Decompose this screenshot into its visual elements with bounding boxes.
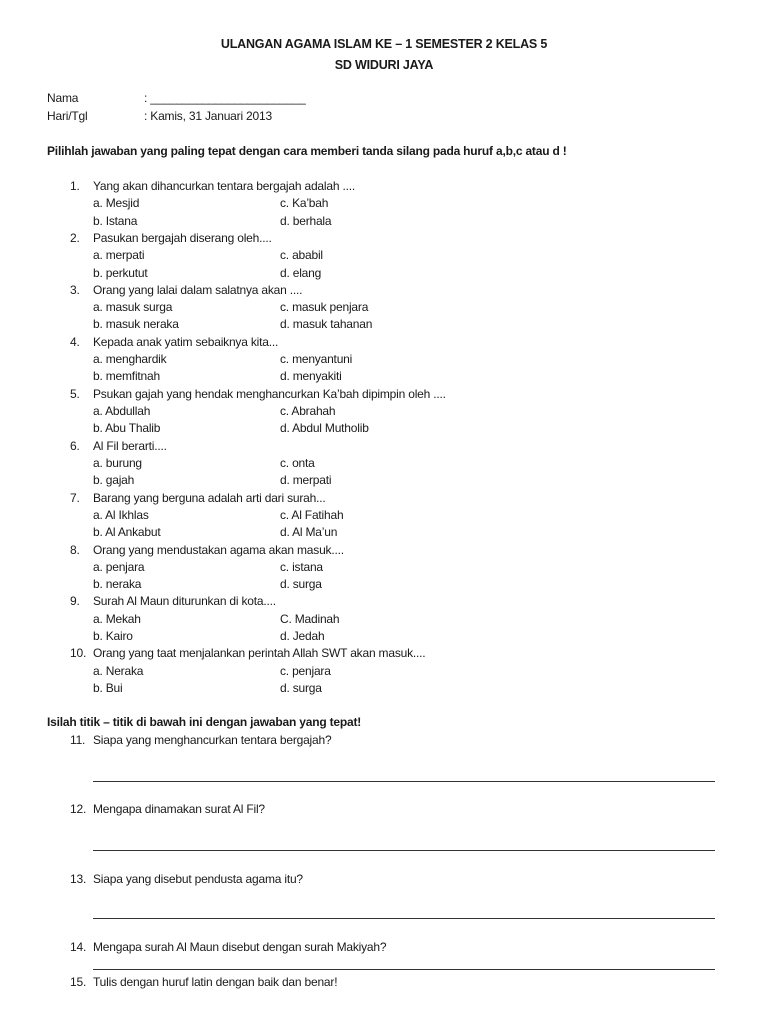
option-b[interactable]: b. perkutut xyxy=(93,265,148,280)
option-b[interactable]: b. memfitnah xyxy=(93,369,160,384)
multiple-choice-instruction: Pilihlah jawaban yang paling tepat dengan cara memberi tanda silang pada huruf a,b,c atau d ! xyxy=(47,144,567,158)
question-text: Siapa yang menghancurkan tentara bergajah? xyxy=(93,733,332,747)
question-number: 5. xyxy=(70,386,80,401)
answer-line[interactable] xyxy=(93,850,715,851)
option-b[interactable]: b. Al Ankabut xyxy=(93,525,161,540)
option-b[interactable]: b. masuk neraka xyxy=(93,317,179,332)
option-c[interactable]: C. Madinah xyxy=(280,611,340,626)
question-text: Orang yang taat menjalankan perintah Allah SWT akan masuk.... xyxy=(93,646,426,661)
option-c[interactable]: c. onta xyxy=(280,455,315,470)
essay-instruction: Isilah titik – titik di bawah ini dengan jawaban yang tepat! xyxy=(47,715,362,729)
question-text: Mengapa surah Al Maun disebut dengan surah Makiyah? xyxy=(93,940,387,954)
answer-line[interactable] xyxy=(93,969,715,970)
option-a[interactable]: a. penjara xyxy=(93,559,145,574)
question-number: 4. xyxy=(70,334,80,349)
option-d[interactable]: d. elang xyxy=(280,265,322,280)
option-c[interactable]: c. istana xyxy=(280,559,323,574)
date-label: Hari/Tgl xyxy=(47,109,88,123)
answer-line[interactable] xyxy=(93,781,715,782)
question-text: Barang yang berguna adalah arti dari surah... xyxy=(93,490,326,505)
question-text: Pasukan bergajah diserang oleh.... xyxy=(93,230,272,245)
option-c[interactable]: c. ababil xyxy=(280,248,323,263)
question-number: 12. xyxy=(70,802,87,816)
option-d[interactable]: d. menyakiti xyxy=(280,369,342,384)
option-d[interactable]: d. surga xyxy=(280,577,322,592)
option-d[interactable]: d. Abdul Mutholib xyxy=(280,421,369,436)
question-number: 13. xyxy=(70,872,87,886)
question-number: 6. xyxy=(70,438,80,453)
option-c[interactable]: c. Ka’bah xyxy=(280,196,329,211)
question-number: 3. xyxy=(70,282,80,297)
question-number: 7. xyxy=(70,490,80,505)
option-a[interactable]: a. Neraka xyxy=(93,663,144,678)
question-number: 8. xyxy=(70,542,80,557)
option-d[interactable]: d. merpati xyxy=(280,473,332,488)
exam-title: ULANGAN AGAMA ISLAM KE – 1 SEMESTER 2 KELAS 5 xyxy=(220,37,548,51)
question-text: Tulis dengan huruf latin dengan baik dan benar! xyxy=(93,975,338,989)
question-text: Siapa yang disebut pendusta agama itu? xyxy=(93,872,303,886)
option-b[interactable]: b. Kairo xyxy=(93,629,133,644)
option-d[interactable]: d. Al Ma’un xyxy=(280,525,338,540)
question-text: Al Fil berarti.... xyxy=(93,438,167,453)
answer-line[interactable] xyxy=(93,918,715,919)
option-b[interactable]: b. Istana xyxy=(93,213,138,228)
option-d[interactable]: d. surga xyxy=(280,680,322,695)
question-text: Psukan gajah yang hendak menghancurkan Ka’bah dipimpin oleh .... xyxy=(93,386,446,401)
name-field[interactable]: : ________________________ xyxy=(144,91,306,105)
option-a[interactable]: a. Mekah xyxy=(93,611,141,626)
question-text: Mengapa dinamakan surat Al Fil? xyxy=(93,802,265,816)
option-a[interactable]: a. burung xyxy=(93,455,142,470)
question-number: 10. xyxy=(70,646,87,661)
option-a[interactable]: a. Abdullah xyxy=(93,404,151,419)
option-a[interactable]: a. merpati xyxy=(93,248,145,263)
option-a[interactable]: a. Mesjid xyxy=(93,196,140,211)
question-text: Kepada anak yatim sebaiknya kita... xyxy=(93,334,279,349)
question-number: 11. xyxy=(70,733,86,747)
option-d[interactable]: d. berhala xyxy=(280,213,332,228)
option-a[interactable]: a. Al Ikhlas xyxy=(93,507,149,522)
option-b[interactable]: b. gajah xyxy=(93,473,135,488)
question-number: 1. xyxy=(70,179,80,193)
question-text: Orang yang mendustakan agama akan masuk.... xyxy=(93,542,344,557)
option-c[interactable]: c. penjara xyxy=(280,663,331,678)
option-c[interactable]: c. Al Fatihah xyxy=(280,507,344,522)
date-value: : Kamis, 31 Januari 2013 xyxy=(144,109,272,123)
question-number: 9. xyxy=(70,594,80,609)
option-a[interactable]: a. menghardik xyxy=(93,352,167,367)
name-label: Nama xyxy=(47,91,79,105)
option-c[interactable]: c. menyantuni xyxy=(280,352,353,367)
question-number: 2. xyxy=(70,230,80,245)
question-number: 14. xyxy=(70,940,87,954)
option-b[interactable]: b. Bui xyxy=(93,680,123,695)
question-number: 15. xyxy=(70,975,87,989)
option-b[interactable]: b. neraka xyxy=(93,577,142,592)
school-name: SD WIDURI JAYA xyxy=(334,58,434,72)
question-text: Surah Al Maun diturunkan di kota.... xyxy=(93,594,276,609)
option-c[interactable]: c. Abrahah xyxy=(280,404,336,419)
option-c[interactable]: c. masuk penjara xyxy=(280,300,369,315)
option-b[interactable]: b. Abu Thalib xyxy=(93,421,161,436)
option-a[interactable]: a. masuk surga xyxy=(93,300,173,315)
option-d[interactable]: d. masuk tahanan xyxy=(280,317,373,332)
option-d[interactable]: d. Jedah xyxy=(280,629,325,644)
question-text: Orang yang lalai dalam salatnya akan .... xyxy=(93,282,303,297)
question-text: Yang akan dihancurkan tentara bergajah adalah .... xyxy=(93,179,355,193)
